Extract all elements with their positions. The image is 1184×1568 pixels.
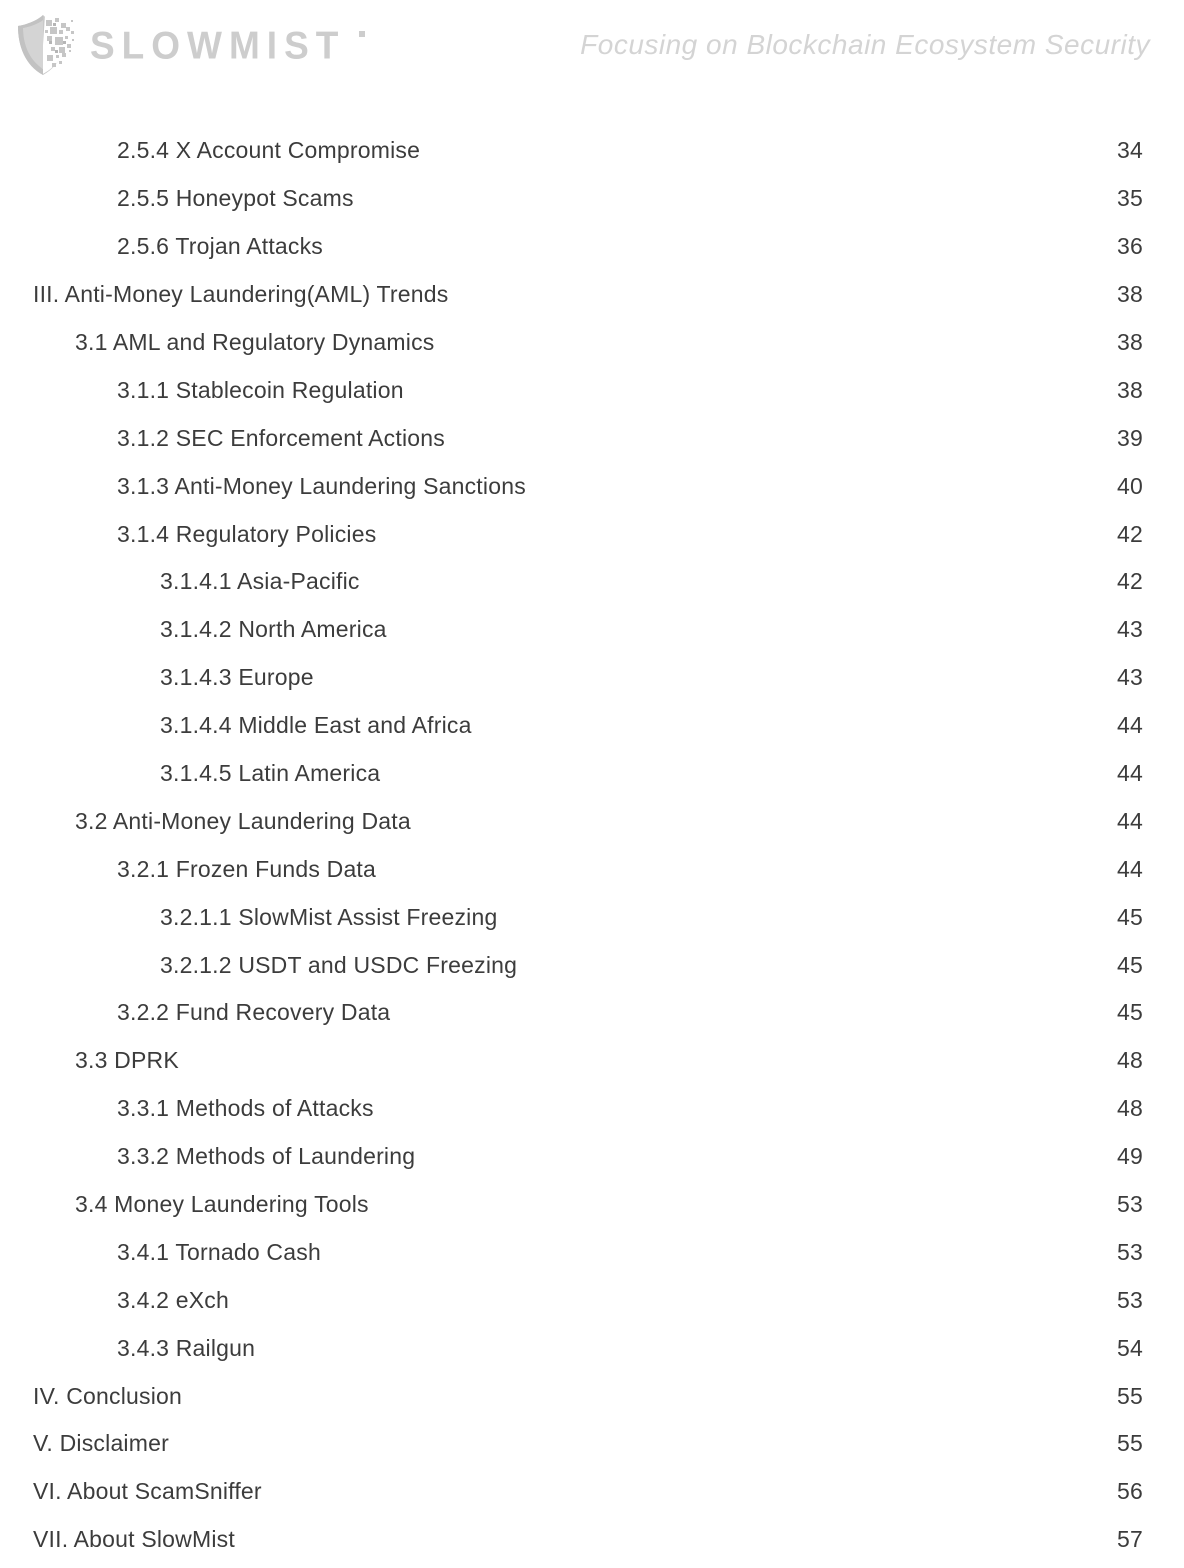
toc-entry-page: 57 xyxy=(1117,1526,1143,1553)
toc-entry[interactable] xyxy=(33,1037,1143,1085)
toc-entry[interactable] xyxy=(33,1133,1143,1181)
toc-entry-page: 39 xyxy=(1117,424,1143,451)
toc-entry-page: 44 xyxy=(1117,712,1143,739)
toc-entry-page: 42 xyxy=(1117,520,1143,547)
toc-entry-label: 2.5.6 Trojan Attacks xyxy=(117,233,324,260)
toc-entry-label: 3.1.2 SEC Enforcement Actions xyxy=(117,424,445,451)
toc-entry-page: 53 xyxy=(1117,1238,1143,1265)
toc-entry-label: 3.1.4.5 Latin America xyxy=(160,760,381,787)
toc-entry[interactable] xyxy=(33,558,1143,606)
toc-entry-label: 3.3.1 Methods of Attacks xyxy=(117,1095,374,1122)
toc-entry-label: 3.1.4.3 Europe xyxy=(160,664,314,691)
toc-entry-page: 38 xyxy=(1117,329,1143,355)
toc-entry-label: 2.5.5 Honeypot Scams xyxy=(117,185,354,212)
toc-entry-label: 3.1.4 Regulatory Policies xyxy=(117,520,377,547)
logo-trademark-dot xyxy=(359,31,365,37)
toc-entry[interactable] xyxy=(33,702,1143,750)
toc-entry[interactable] xyxy=(33,1181,1143,1229)
toc-entry-page: 48 xyxy=(1117,1047,1143,1074)
toc-entry-label: IV. Conclusion xyxy=(33,1382,182,1409)
toc-entry-label: 3.4.2 eXch xyxy=(117,1286,229,1313)
toc-entry-label: 3.2 Anti-Money Laundering Data xyxy=(75,807,411,834)
toc-entry-label: 3.4.1 Tornado Cash xyxy=(117,1238,321,1265)
toc-entry-label: VI. About ScamSniffer xyxy=(33,1478,262,1505)
toc-entry-page: 44 xyxy=(1117,760,1143,787)
toc-entry-page: 44 xyxy=(1117,855,1143,882)
toc-entry-label: 3.2.1 Frozen Funds Data xyxy=(117,855,377,882)
toc-entry-page: 53 xyxy=(1117,1286,1143,1313)
toc-entry-page: 45 xyxy=(1117,999,1143,1026)
toc-entry-label: 3.2.2 Fund Recovery Data xyxy=(117,999,391,1026)
page-header xyxy=(14,12,1150,78)
toc-entry-page: 42 xyxy=(1117,568,1143,595)
toc-entry-page: 36 xyxy=(1117,233,1143,260)
toc-entry-label: III. Anti-Money Laundering(AML) Trends xyxy=(33,281,449,308)
header-tagline: Focusing on Blockchain Ecosystem Security xyxy=(580,29,1150,60)
toc-entry[interactable] xyxy=(33,1228,1143,1276)
toc-entry-label: 3.1.4.1 Asia-Pacific xyxy=(160,568,360,595)
slowmist-logo xyxy=(14,13,365,77)
toc-entry[interactable] xyxy=(33,797,1143,845)
toc-entry-page: 48 xyxy=(1117,1095,1143,1122)
toc-entry[interactable] xyxy=(33,893,1143,941)
toc-entry-page: 44 xyxy=(1117,807,1143,834)
toc-entry[interactable] xyxy=(33,1372,1143,1420)
toc-entry[interactable] xyxy=(33,319,1143,367)
shield-pixel-icon xyxy=(14,13,78,77)
toc-entry[interactable] xyxy=(33,223,1143,271)
toc-entry-page: 54 xyxy=(1117,1334,1143,1361)
toc-entry[interactable] xyxy=(33,127,1143,175)
toc-entry-page: 49 xyxy=(1117,1143,1143,1170)
toc-entry-label: 3.3.2 Methods of Laundering xyxy=(117,1143,416,1170)
toc-entry[interactable] xyxy=(33,1324,1143,1372)
toc-entry[interactable] xyxy=(33,989,1143,1037)
toc-entry-label: 3.4.3 Railgun xyxy=(117,1334,256,1361)
toc-entry-page: 38 xyxy=(1117,376,1143,403)
toc-entry[interactable] xyxy=(33,1516,1143,1564)
logo-text: SLOWMIST xyxy=(90,23,346,67)
toc-entry[interactable] xyxy=(33,845,1143,893)
toc-entry-label: 3.3 DPRK xyxy=(75,1047,179,1074)
toc-entry-page: 55 xyxy=(1117,1430,1143,1457)
toc-entry-label: VII. About SlowMist xyxy=(33,1526,235,1553)
toc-entry-label: V. Disclaimer xyxy=(33,1430,169,1457)
toc-entry-page: 40 xyxy=(1117,472,1143,499)
toc-entry-page: 53 xyxy=(1117,1191,1143,1218)
toc-entry-page: 34 xyxy=(1117,137,1143,164)
toc-entry[interactable] xyxy=(33,941,1143,989)
toc-entry[interactable] xyxy=(33,462,1143,510)
toc-entry[interactable] xyxy=(33,1276,1143,1324)
toc-entry[interactable] xyxy=(33,510,1143,558)
toc-entry[interactable] xyxy=(33,654,1143,702)
toc-entry-label: 3.1 AML and Regulatory Dynamics xyxy=(75,329,435,355)
toc-entry[interactable] xyxy=(33,1468,1143,1516)
toc-entry-label: 3.1.1 Stablecoin Regulation xyxy=(117,376,404,403)
toc-entry-label: 3.1.3 Anti-Money Laundering Sanctions xyxy=(117,472,526,499)
table-of-contents xyxy=(33,127,1143,1564)
toc-entry-label: 3.2.1.2 USDT and USDC Freezing xyxy=(160,951,518,978)
toc-entry-page: 45 xyxy=(1117,951,1143,978)
toc-entry-label: 3.4 Money Laundering Tools xyxy=(75,1191,369,1218)
toc-entry-page: 43 xyxy=(1117,616,1143,643)
toc-entry[interactable] xyxy=(33,175,1143,223)
toc-entry[interactable] xyxy=(33,271,1143,319)
toc-entry[interactable] xyxy=(33,606,1143,654)
toc-entry[interactable] xyxy=(33,366,1143,414)
toc-entry-page: 43 xyxy=(1117,664,1143,691)
toc-entry[interactable] xyxy=(33,414,1143,462)
toc-entry-page: 56 xyxy=(1117,1478,1143,1505)
toc-entry[interactable] xyxy=(33,750,1143,798)
toc-entry-page: 55 xyxy=(1117,1382,1143,1409)
toc-entry-page: 45 xyxy=(1117,903,1143,930)
toc-entry-page: 38 xyxy=(1117,281,1143,308)
toc-entry-label: 3.1.4.2 North America xyxy=(160,616,387,643)
toc-entry-label: 2.5.4 X Account Compromise xyxy=(117,137,421,164)
toc-entry[interactable] xyxy=(33,1085,1143,1133)
toc-entry[interactable] xyxy=(33,1420,1143,1468)
toc-entry-label: 3.2.1.1 SlowMist Assist Freezing xyxy=(160,903,498,930)
toc-entry-page: 35 xyxy=(1117,185,1143,212)
toc-entry-label: 3.1.4.4 Middle East and Africa xyxy=(160,712,472,739)
